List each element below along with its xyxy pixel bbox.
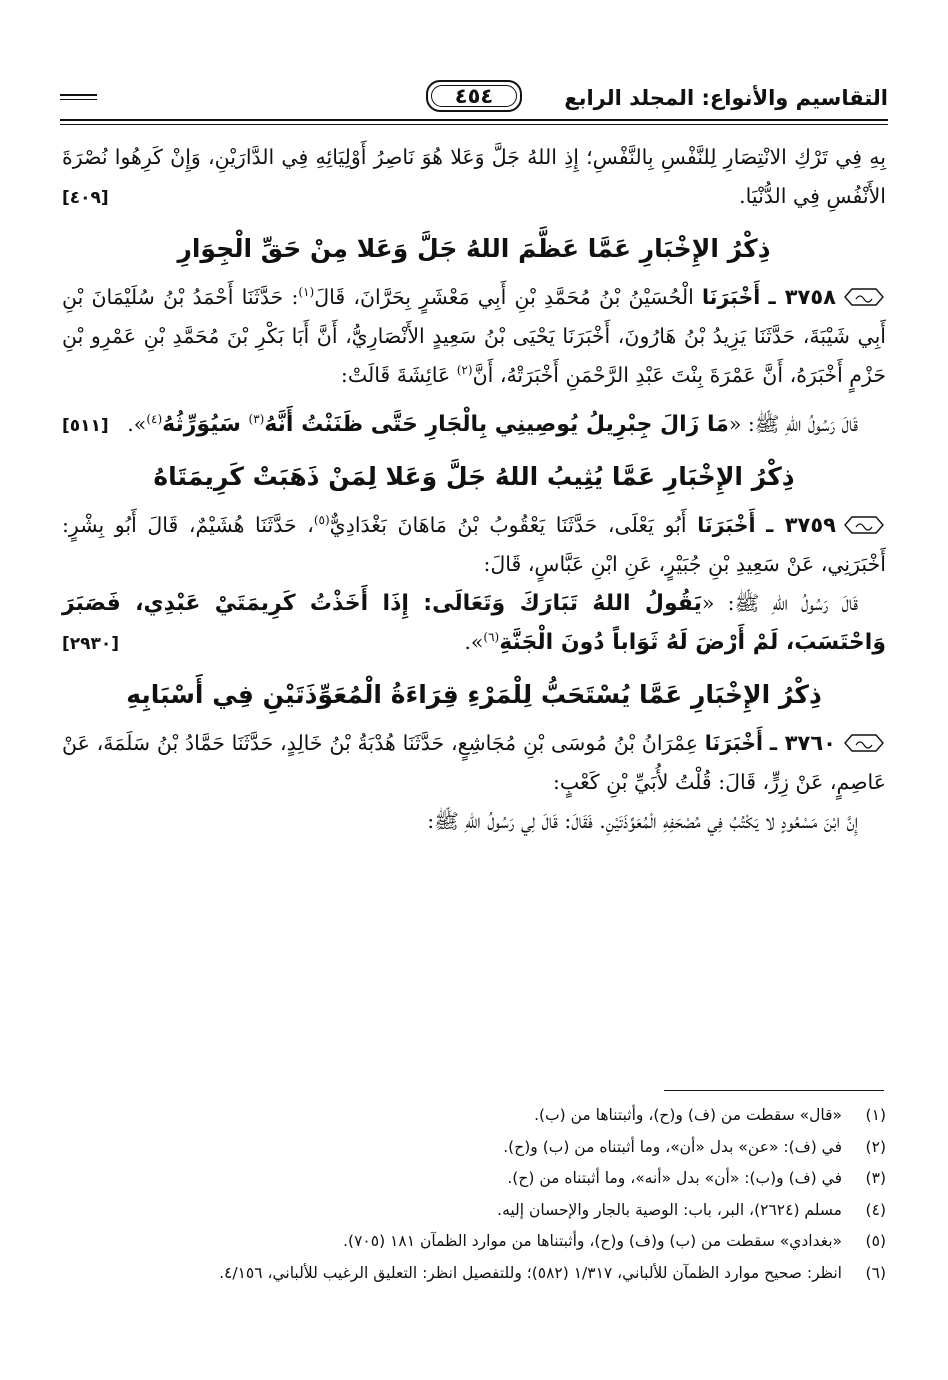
footnote-number: (٥) [865,1232,886,1250]
footnotes [62,1100,886,1289]
hadith-matn [62,802,886,841]
akhbarana: أَخْبَرَنَا [701,285,761,309]
isnad-text: أَبُو يَعْلَى، حَدَّثَنَا يَعْقُوبُ بْنُ مَاهَانَ بَغْدَادِيٌّ [329,513,687,537]
footnote-marker: (٢) [456,363,473,378]
isnad-text: : حَدَّثَنَا أَحْمَدُ بْنُ سُلَيْمَانَ بْنِ أَبِي شَيْبَةَ، حَدَّثَنَا يَزِيدُ بْنُ هَارُونَ، أَخْبَرَنَا يَحْيَى بْنُ سَعِيدٍ الأَنْصَارِيُّ، أَنَّ أَبَا بَكْرِ بْنَ مُحَمَّدِ بْنِ عَمْرِو بْنِ حَزْمٍ أَخْبَرَهُ، أَنَّ عَمْرَةَ بِنْتَ عَبْدِ الرَّحْمَنِ أَخْبَرَتْهُ، أَنَّ [62,285,886,387]
matn-text: يَقُولُ اللهُ تَبَارَكَ وَتَعَالَى: إِذَا أَخَذْتُ كَرِيمَتَيْ عَبْدِي، فَصَبَرَ وَاحْتَسَبَ، لَمْ أَرْضَ لَهُ ثَوَاباً دُونَ الْجَنَّةِ [62,591,886,655]
chapter-heading: ذِكْرُ الإِخْبَارِ عَمَّا عَظَّمَ اللهُ جَلَّ وَعَلا مِنْ حَقِّ الْجِوَارِ [177,234,771,263]
matn-text: سَيُوَرِّثُهُ [162,412,249,437]
footnote-text: مسلم (٢٦٢٤)، البر، باب: الوصية بالجار والإحسان إليه. [497,1200,842,1219]
hadith-isnad [62,724,886,802]
footnote-marker: (٥) [313,513,330,528]
khabar-marker-icon [842,732,886,754]
footnote-text: «قال» سقطت من (ف) و(ح)، وأثبتناها من (ب). [534,1106,842,1124]
hadith-isnad [62,278,886,395]
reference-number: [٢٩٣٠] [62,634,120,654]
intro-paragraph [62,138,886,216]
page-number: ٤٥٤ [454,84,494,108]
footnote-marker: (٤) [146,412,163,427]
akhbarana: أَخْبَرَنَا [697,513,756,537]
matn-end: ». [464,630,484,654]
khabar-marker-icon [842,286,886,308]
khabar-marker-icon [842,514,886,536]
footnote [62,1163,886,1195]
reference-number: [٥١١] [62,416,109,436]
matn-end: ». [127,412,147,436]
footnote-text: في (ف): «عن» بدل «أن»، وما أثبتناه من (ب) و(ح). [503,1137,842,1156]
footnote-number: (٤) [865,1200,886,1219]
footnote [62,1195,886,1227]
hadith-number: ٣٧٥٩ ـ [766,513,836,537]
isnad-text: الْحُسَيْنُ بْنُ مُحَمَّدِ بْنِ أَبِي مَعْشَرٍ بِحَرَّانَ، قَالَ [314,285,694,309]
footnote-number: (٢) [865,1137,886,1156]
chapter-heading: ذِكْرُ الإِخْبَارِ عَمَّا يُسْتَحَبُّ لِلْمَرْءِ قِرَاءَةُ الْمُعَوِّذَتَيْنِ فِي أَسْبَابِهِ [126,680,822,709]
chapter-heading: ذِكْرُ الإِخْبَارِ عَمَّا يُثِيبُ اللهُ جَلَّ وَعَلا لِمَنْ ذَهَبَتْ كَرِيمَتَاهُ [153,462,795,491]
footnote-number: (٦) [865,1263,886,1282]
hadith-number: ٣٧٥٨ ـ [768,285,836,309]
footnote [62,1132,886,1164]
isnad-text: عَائِشَةَ قَالَتْ: [340,363,457,387]
page-number-frame [426,80,522,112]
footnote-marker: (١) [298,285,315,300]
footnote-separator [664,1090,884,1091]
footnote [62,1258,886,1290]
footnote-text: في (ف) و(ب): «أن» بدل «أنه»، وما أثبتناه من (ح). [507,1169,842,1187]
isnad-text: ، حَدَّثَنَا هُشَيْمٌ، قَالَ أَبُو بِشْرٍ: أَخْبَرَنِي، عَنْ سَعِيدِ بْنِ جُبَيْرٍ، عَنِ ابْنِ عَبَّاسٍ، قَالَ: [62,513,886,576]
matn-intro: قَالَ رَسُولُ اللهِ ﷺ: « [701,591,858,615]
footnote-number: (٣) [865,1169,886,1187]
footnote [62,1226,886,1258]
header-ornament-line [60,94,97,96]
akhbarana: أَخْبَرَنَا [704,731,764,755]
footnote-marker: (٣) [248,412,265,427]
footnote-number: (١) [865,1106,886,1124]
footnote-marker: (٦) [483,630,500,645]
hadith-matn [62,405,886,444]
footnote-text: انظر: صحيح موارد الظمآن للألباني، ١/٣١٧ (٥٨٢)؛ وللتفصيل انظر: التعليق الرغيب للألباني، ٤/١٥٦. [219,1263,842,1282]
footnote [62,1100,886,1132]
reference-number: [٤٠٩] [62,188,109,208]
running-title: التقاسيم والأنواع: المجلد الرابع [564,86,888,110]
main-text [62,138,886,841]
matn-text: مَا زَالَ جِبْرِيلُ يُوصِينِي بِالْجَارِ حَتَّى ظَنَنْتُ أَنَّهُ [264,412,729,437]
matn-intro: قَالَ رَسُولُ اللهِ ﷺ: « [728,412,858,436]
intro-line-2: كَرِهُوا نُصْرَةَ الأَنْفُسِ فِي الدُّنْيَا. [62,145,886,208]
isnad-text: عِمْرَانُ بْنُ مُوسَى بْنِ مُجَاشِعٍ، حَدَّثَنَا هُدْبَةُ بْنُ خَالِدٍ، حَدَّثَنَا حَمَّادُ بْنُ سَلَمَةَ، عَنْ عَاصِمٍ، عَنْ زِرٍّ، قَالَ: قُلْتُ لأُبَيِّ بْنِ كَعْبٍ: [62,731,886,794]
hadith-number: ٣٧٦٠ ـ [769,731,836,755]
page-header [60,80,888,120]
footnote-text: «بغدادي» سقطت من (ب) و(ف) و(ح)، وأثبتناها من موارد الظمآن ١٨١ (٧٠٥). [343,1232,842,1250]
intro-line-1: بِهِ فِي تَرْكِ الانْتِصَارِ لِلنَّفْسِ بِالنَّفْسِ؛ إِذِ اللهُ جَلَّ وَعَلا هُوَ نَاصِرُ أَوْلِيَائِهِ فِي الدَّارَيْنِ، وَإِنْ [170,145,887,169]
hadith-matn [62,584,886,662]
hadith-isnad [62,506,886,584]
header-rule [60,119,888,121]
matn-text: إِنَّ ابْنَ مَسْعُودٍ لا يَكْتُبُ فِي مُصْحَفِهِ الْمُعَوِّذَتَيْنِ. فَقَالَ: قَالَ لِي رَسُولُ اللهِ ﷺ: [427,809,858,833]
